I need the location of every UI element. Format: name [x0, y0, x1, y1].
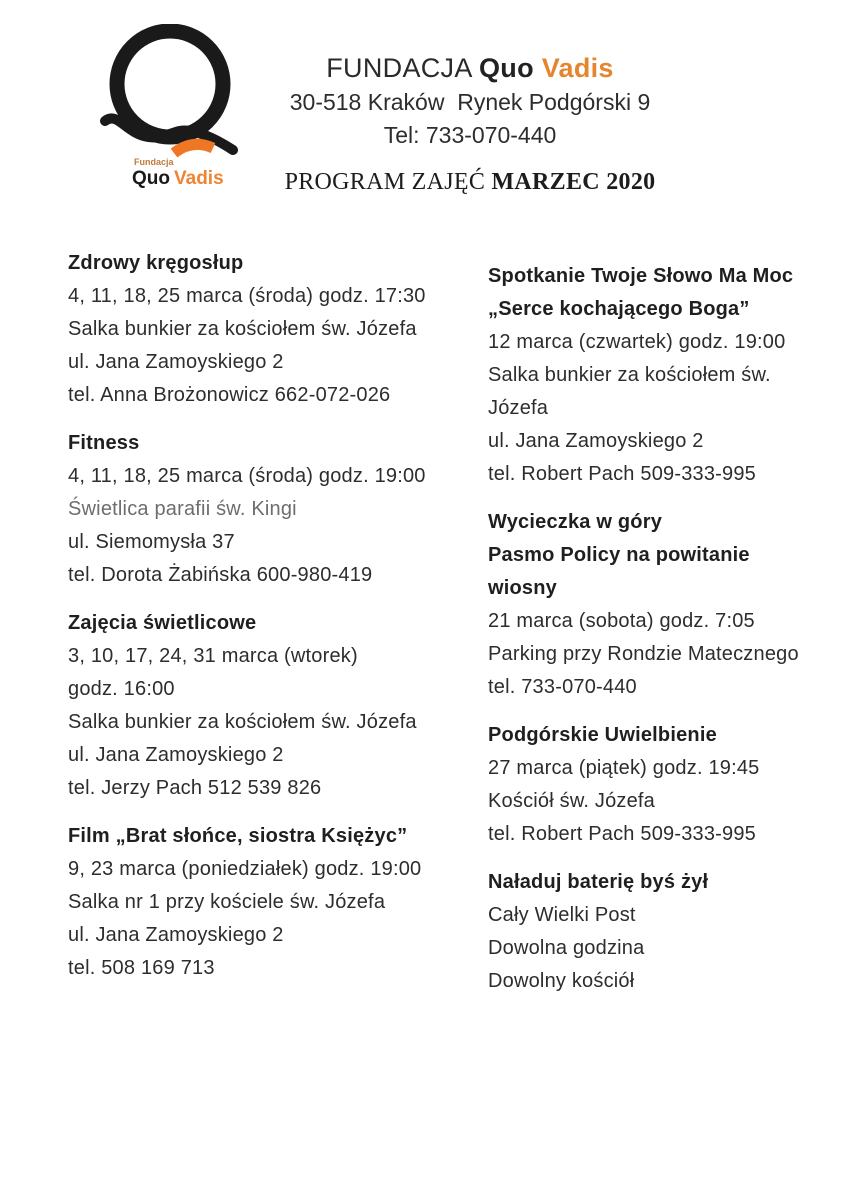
program-block-spotkanie-twoje-slowo [488, 260, 838, 491]
address-line: 30-518 Kraków Rynek Podgórski 9 [289, 89, 651, 115]
block-detail-line: tel. 733-070-440 [488, 676, 637, 698]
block-detail-line: 3, 10, 17, 24, 31 marca (wtorek) [68, 645, 358, 667]
block-detail-line: 21 marca (sobota) godz. 7:05 [488, 610, 755, 632]
program-block-podgorskie-uwielbienie [488, 719, 838, 851]
program-columns [68, 247, 838, 1013]
logo-fundacja-text: Fundacja [134, 157, 174, 167]
block-detail-line: Józefa [488, 397, 549, 419]
block-detail-line: tel. Robert Pach 509-333-995 [488, 463, 756, 485]
program-title-bold: MARZEC 2020 [491, 169, 656, 195]
block-detail-line: ul. Jana Zamoyskiego 2 [488, 430, 704, 452]
org-title [150, 50, 790, 86]
block-detail-line: tel. Anna Brożonowicz 662-072-026 [68, 384, 391, 406]
program-block-wycieczka-w-gory [488, 506, 838, 704]
block-detail-line: Salka bunkier za kościołem św. [488, 364, 771, 386]
block-detail-line: ul. Jana Zamoyskiego 2 [68, 744, 284, 766]
block-detail-line: Cały Wielki Post [488, 904, 636, 926]
block-title-line: Podgórskie Uwielbienie [488, 724, 717, 746]
logo-vadis-text: Vadis [174, 168, 224, 189]
block-detail-line: 27 marca (piątek) godz. 19:45 [488, 757, 760, 779]
block-detail-line: tel. Jerzy Pach 512 539 826 [68, 777, 322, 799]
program-block-fitness [68, 427, 468, 592]
block-detail-line: Dowolna godzina [488, 937, 645, 959]
block-detail-line: Salka nr 1 przy kościele św. Józefa [68, 891, 386, 913]
block-detail-line: 12 marca (czwartek) godz. 19:00 [488, 331, 786, 353]
program-block-film-brat-slonce [68, 820, 468, 985]
logo-quo-text: Quo [132, 168, 170, 189]
block-detail-line: Kościół św. Józefa [488, 790, 656, 812]
block-title-line: Naładuj baterię byś żył [488, 871, 709, 893]
program-block-zajecia-swietlicowe [68, 607, 468, 805]
block-detail-line: godz. 16:00 [68, 678, 175, 700]
phone-line: Tel: 733-070-440 [383, 122, 557, 148]
block-detail-line: 4, 11, 18, 25 marca (środa) godz. 19:00 [68, 465, 426, 487]
block-detail-line: ul. Jana Zamoyskiego 2 [68, 351, 284, 373]
block-title-line: „Serce kochającego Boga” [488, 298, 750, 320]
block-detail-line: Parking przy Rondzie Matecznego [488, 643, 799, 665]
block-detail-line: ul. Jana Zamoyskiego 2 [68, 924, 284, 946]
block-detail-line: tel. 508 169 713 [68, 957, 215, 979]
block-detail-line: Dowolny kościół [488, 970, 635, 992]
block-detail-line: tel. Dorota Żabińska 600-980-419 [68, 564, 373, 586]
block-title-line: Spotkanie Twoje Słowo Ma Moc [488, 265, 794, 287]
block-title-line: Wycieczka w góry [488, 511, 663, 533]
program-block-zdrowy-kregoslup [68, 247, 468, 412]
org-vadis: Vadis [541, 53, 614, 83]
block-detail-line: 9, 23 marca (poniedziałek) godz. 19:00 [68, 858, 422, 880]
block-title-line: wiosny [488, 577, 557, 599]
program-block-naladuj-baterie [488, 866, 838, 998]
block-detail-line: Świetlica parafii św. Kingi [68, 498, 297, 520]
block-title-line: Pasmo Policy na powitanie [488, 544, 750, 566]
org-prefix: FUNDACJA [326, 53, 479, 83]
program-title-regular: PROGRAM ZAJĘĆ [284, 169, 492, 195]
org-quo: Quo [478, 53, 542, 83]
block-detail-line: tel. Robert Pach 509-333-995 [488, 823, 756, 845]
program-column-right [488, 247, 838, 1013]
block-detail-line: 4, 11, 18, 25 marca (środa) godz. 17:30 [68, 285, 426, 307]
block-title-line: Zdrowy kręgosłup [68, 252, 244, 274]
block-detail-line: Salka bunkier za kościołem św. Józefa [68, 711, 417, 733]
header [150, 0, 790, 199]
block-title-line: Fitness [68, 432, 140, 454]
program-column-left [68, 247, 468, 1013]
block-detail-line: Salka bunkier za kościołem św. Józefa [68, 318, 417, 340]
block-detail-line: ul. Siemomysła 37 [68, 531, 235, 553]
block-title-line: Zajęcia świetlicowe [68, 612, 257, 634]
program-title [150, 165, 790, 199]
block-title-line: Film „Brat słońce, siostra Księżyc” [68, 825, 408, 847]
